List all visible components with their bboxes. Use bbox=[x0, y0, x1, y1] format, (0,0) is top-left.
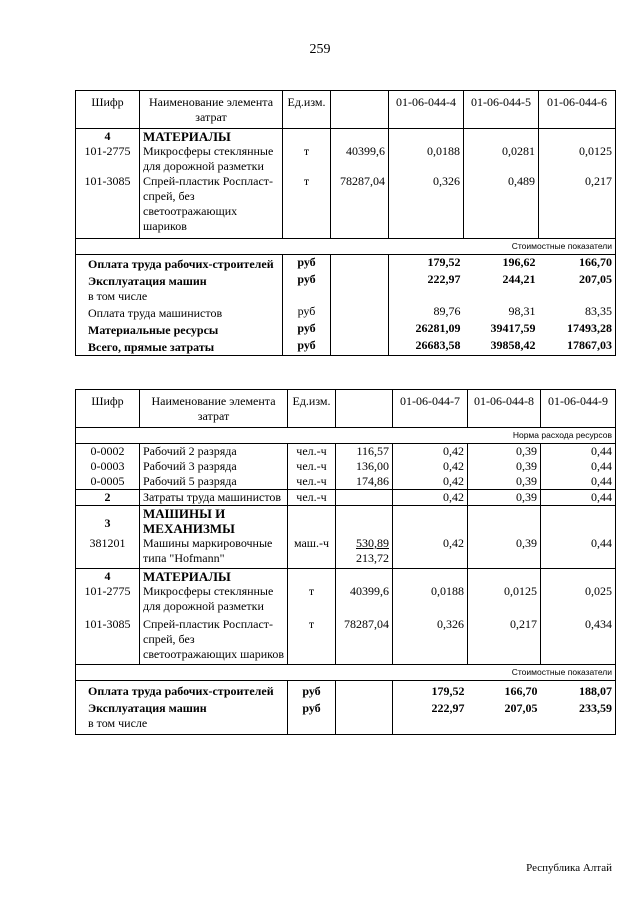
cost-label-row bbox=[76, 239, 616, 255]
cost-unit: руб bbox=[283, 304, 331, 321]
header-col-3: 01-06-044-9 bbox=[541, 390, 616, 428]
row-value: 0,39 bbox=[468, 444, 541, 460]
cost-value: 179,52 bbox=[389, 255, 464, 273]
cost-row bbox=[76, 681, 616, 700]
row-value: 0,39 bbox=[468, 536, 541, 569]
row-price: 78287,04 bbox=[331, 174, 389, 239]
page-number: 259 bbox=[309, 42, 331, 57]
cost-row bbox=[76, 699, 616, 735]
table-row bbox=[76, 459, 616, 474]
row-unit: т bbox=[288, 584, 336, 614]
cost-row bbox=[76, 338, 616, 356]
header-unit: Ед.изм. bbox=[288, 390, 336, 428]
cost-value: 207,05 bbox=[468, 699, 541, 735]
cost-name: Оплата труда рабочих-строителей bbox=[76, 255, 283, 273]
row-value: 0,42 bbox=[393, 474, 468, 490]
cost-unit: руб bbox=[283, 321, 331, 338]
cost-value: 89,76 bbox=[389, 304, 464, 321]
table-row bbox=[76, 474, 616, 490]
row-price: 136,00 bbox=[336, 459, 393, 474]
norm-label: Норма расхода ресурсов bbox=[76, 428, 616, 444]
cost-name: Материальные ресурсы bbox=[76, 321, 283, 338]
row-code: 0-0005 bbox=[76, 474, 140, 490]
row-value: 0,0125 bbox=[468, 584, 541, 614]
section-row bbox=[76, 569, 616, 585]
section-row bbox=[76, 129, 616, 145]
cost-value: 98,31 bbox=[508, 304, 536, 318]
cost-subtitle: в том числе bbox=[88, 716, 148, 730]
table-header bbox=[76, 91, 616, 129]
header-price bbox=[336, 390, 393, 428]
header-col-2: 01-06-044-5 bbox=[464, 91, 539, 129]
table-row bbox=[76, 144, 616, 174]
row-code: 101-3085 bbox=[76, 614, 140, 665]
row-name: Микросферы стеклянные для дорожной разметки bbox=[140, 584, 288, 614]
row-code: 2 bbox=[76, 490, 140, 506]
row-value: 0,0281 bbox=[464, 144, 539, 174]
row-price-secondary: 213,72 bbox=[356, 551, 389, 565]
row-code: 101-2775 bbox=[76, 144, 140, 174]
row-value: 0,489 bbox=[464, 174, 539, 239]
row-name: Затраты труда машинистов bbox=[140, 490, 288, 506]
cost-unit: руб bbox=[288, 681, 336, 700]
row-code: 0-0002 bbox=[76, 444, 140, 460]
table-row bbox=[76, 444, 616, 460]
cost-label-row bbox=[76, 665, 616, 681]
header-col-3: 01-06-044-6 bbox=[539, 91, 616, 129]
footer-region: Республика Алтай bbox=[526, 862, 612, 874]
row-unit: чел.-ч bbox=[288, 490, 336, 506]
cost-subtitle: в том числе bbox=[88, 289, 148, 303]
cost-name: Всего, прямые затраты bbox=[76, 338, 283, 356]
row-name: Спрей-пластик Роспласт-спрей, без светоотражающих шариков bbox=[140, 614, 288, 665]
cost-value: 207,05 bbox=[539, 272, 616, 304]
row-price: 40399,6 bbox=[331, 144, 389, 174]
header-name: Наименование элемента затрат bbox=[140, 390, 288, 428]
cost-row bbox=[76, 272, 616, 304]
row-value: 0,44 bbox=[541, 444, 616, 460]
row-unit: чел.-ч bbox=[288, 474, 336, 490]
row-value: 0,025 bbox=[541, 584, 616, 614]
row-name: Рабочий 5 разряда bbox=[140, 474, 288, 490]
row-value: 0,39 bbox=[468, 474, 541, 490]
table-row bbox=[76, 584, 616, 614]
header-code: Шифр bbox=[76, 390, 140, 428]
row-value: 0,0188 bbox=[389, 144, 464, 174]
cost-unit: руб bbox=[283, 272, 331, 304]
cost-label: Стоимостные показатели bbox=[76, 239, 616, 255]
cost-value: 17493,28 bbox=[539, 321, 616, 338]
row-price: 174,86 bbox=[336, 474, 393, 490]
row-price-cell bbox=[336, 536, 393, 569]
header-code: Шифр bbox=[76, 91, 140, 129]
cost-row bbox=[76, 321, 616, 338]
row-value: 0,44 bbox=[541, 474, 616, 490]
row-unit: чел.-ч bbox=[288, 459, 336, 474]
section-number: 4 bbox=[76, 569, 140, 585]
section-title: МАТЕРИАЛЫ bbox=[140, 129, 283, 145]
section-number: 3 bbox=[76, 506, 140, 537]
row-code: 381201 bbox=[76, 536, 140, 569]
table-row bbox=[76, 536, 616, 569]
row-price: 78287,04 bbox=[336, 614, 393, 665]
cost-value: 83,35 bbox=[539, 304, 616, 321]
cost-value: 166,70 bbox=[504, 684, 538, 698]
cost-value: 222,97 bbox=[393, 699, 468, 735]
row-value: 0,39 bbox=[468, 459, 541, 474]
cost-label: Стоимостные показатели bbox=[76, 665, 616, 681]
row-value: 0,39 bbox=[468, 490, 541, 506]
row-name: Рабочий 3 разряда bbox=[140, 459, 288, 474]
cost-row bbox=[76, 255, 616, 273]
row-value: 0,42 bbox=[393, 490, 468, 506]
norm-label-row bbox=[76, 428, 616, 444]
cost-value: 179,52 bbox=[393, 681, 468, 700]
row-name: Микросферы стеклянные для дорожной разметки bbox=[140, 144, 283, 174]
section-row bbox=[76, 506, 616, 537]
cost-value: 244,21 bbox=[502, 272, 536, 286]
row-value: 0,42 bbox=[393, 444, 468, 460]
table-header bbox=[76, 390, 616, 428]
row-value: 0,326 bbox=[393, 614, 468, 665]
row-code: 0-0003 bbox=[76, 459, 140, 474]
section-title: МАТЕРИАЛЫ bbox=[140, 569, 288, 585]
cost-value: 222,97 bbox=[389, 272, 464, 304]
row-unit: т bbox=[288, 614, 336, 665]
row-value: 0,44 bbox=[541, 459, 616, 474]
table-row bbox=[76, 490, 616, 506]
row-value: 0,44 bbox=[541, 536, 616, 569]
row-price: 530,89 bbox=[356, 536, 389, 550]
cost-value: 17867,03 bbox=[539, 338, 616, 356]
row-code: 101-2775 bbox=[76, 584, 140, 614]
cost-value: 39858,42 bbox=[464, 338, 539, 356]
row-value: 0,42 bbox=[393, 536, 468, 569]
table-row bbox=[76, 614, 616, 665]
row-value: 0,434 bbox=[541, 614, 616, 665]
section-number: 4 bbox=[76, 129, 140, 145]
table-row bbox=[76, 174, 616, 239]
row-unit: т bbox=[283, 144, 331, 174]
cost-value: 26683,58 bbox=[389, 338, 464, 356]
cost-value: 39417,59 bbox=[490, 321, 536, 335]
row-value: 0,44 bbox=[541, 490, 616, 506]
cost-name: Эксплуатация машин bbox=[88, 274, 207, 288]
resource-table-1 bbox=[75, 90, 616, 356]
row-name: Спрей-пластик Роспласт-спрей, без светоотражающих шариков bbox=[140, 174, 283, 239]
row-value: 0,217 bbox=[468, 614, 541, 665]
cost-name: Оплата труда рабочих-строителей bbox=[76, 681, 288, 700]
cost-name-cell bbox=[76, 272, 283, 304]
row-unit: т bbox=[283, 174, 331, 239]
cost-value: 188,07 bbox=[541, 681, 616, 700]
row-name: Рабочий 2 разряда bbox=[140, 444, 288, 460]
row-price: 116,57 bbox=[336, 444, 393, 460]
row-value: 0,326 bbox=[389, 174, 464, 239]
cost-row bbox=[76, 304, 616, 321]
cost-unit: руб bbox=[288, 699, 336, 735]
header-col-1: 01-06-044-7 bbox=[393, 390, 468, 428]
row-value: 0,217 bbox=[539, 174, 616, 239]
header-unit: Ед.изм. bbox=[283, 91, 331, 129]
row-unit: маш.-ч bbox=[288, 536, 336, 569]
cost-value: 233,59 bbox=[541, 699, 616, 735]
resource-table-2 bbox=[75, 389, 616, 735]
cost-value: 166,70 bbox=[539, 255, 616, 273]
cost-value: 26281,09 bbox=[389, 321, 464, 338]
cost-value: 196,62 bbox=[502, 255, 536, 269]
row-unit: чел.-ч bbox=[288, 444, 336, 460]
row-price: 40399,6 bbox=[336, 584, 393, 614]
cost-unit: руб bbox=[283, 255, 331, 273]
section-title: МАШИНЫ И МЕХАНИЗМЫ bbox=[140, 506, 288, 537]
row-value: 0,42 bbox=[393, 459, 468, 474]
row-value: 0,0125 bbox=[539, 144, 616, 174]
row-value: 0,0188 bbox=[393, 584, 468, 614]
header-price bbox=[331, 91, 389, 129]
header-name: Наименование элемента затрат bbox=[140, 91, 283, 129]
header-col-1: 01-06-044-4 bbox=[389, 91, 464, 129]
header-col-2: 01-06-044-8 bbox=[468, 390, 541, 428]
row-name: Машины маркировочные типа "Hofmann" bbox=[140, 536, 288, 569]
cost-name-cell bbox=[76, 699, 288, 735]
row-code: 101-3085 bbox=[76, 174, 140, 239]
cost-unit: руб bbox=[283, 338, 331, 356]
cost-name: Эксплуатация машин bbox=[88, 701, 207, 715]
cost-name: Оплата труда машинистов bbox=[76, 304, 283, 321]
